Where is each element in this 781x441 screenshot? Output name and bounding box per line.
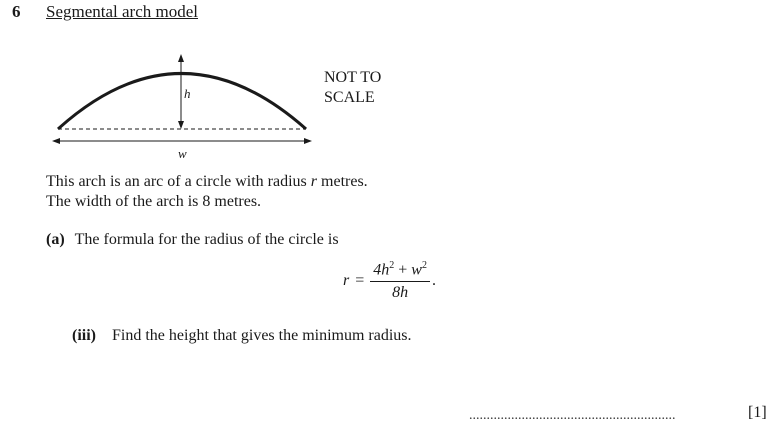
formula-fraction <box>370 260 430 302</box>
part-iii-text: Find the height that gives the minimum radius. <box>112 327 412 344</box>
question-number: 6 <box>12 2 21 21</box>
arch-diagram <box>48 48 320 166</box>
formula-equals: = <box>355 272 365 290</box>
part-a-text: The formula for the radius of the circle is <box>74 231 339 248</box>
part-a-label: (a) <box>46 231 65 248</box>
scale-note-line-1: NOT TO <box>324 69 382 86</box>
width-arrow-right <box>304 138 312 144</box>
formula-denominator: 8h <box>392 284 409 302</box>
radius-variable: r <box>310 173 318 190</box>
arch-curve <box>58 74 306 130</box>
answer-line[interactable]: ........................................................... <box>469 408 676 423</box>
radius-formula <box>343 260 436 302</box>
height-arrow-top <box>178 54 184 62</box>
part-a <box>46 231 339 249</box>
width-label: w <box>178 146 187 161</box>
formula-period: . <box>431 272 436 290</box>
formula-lhs: r <box>343 272 350 290</box>
problem-statement <box>46 172 368 212</box>
part-a-iii <box>72 327 412 345</box>
statement-line-2: The width of the arch is 8 metres. <box>46 193 262 210</box>
width-arrow-left <box>52 138 60 144</box>
not-to-scale-note <box>324 68 381 108</box>
marks-indicator: [1] <box>748 404 767 421</box>
height-arrow-bottom <box>178 121 184 129</box>
part-iii-label: (iii) <box>72 327 96 344</box>
scale-note-line-2: SCALE <box>324 89 375 106</box>
statement-line-1: This arch is an arc of a circle with radius r metres. <box>46 173 368 190</box>
question-title: Segmental arch model <box>46 2 199 21</box>
formula-numerator: $4h^2 + w^2$ <box>370 260 430 282</box>
height-label: h <box>184 86 191 101</box>
